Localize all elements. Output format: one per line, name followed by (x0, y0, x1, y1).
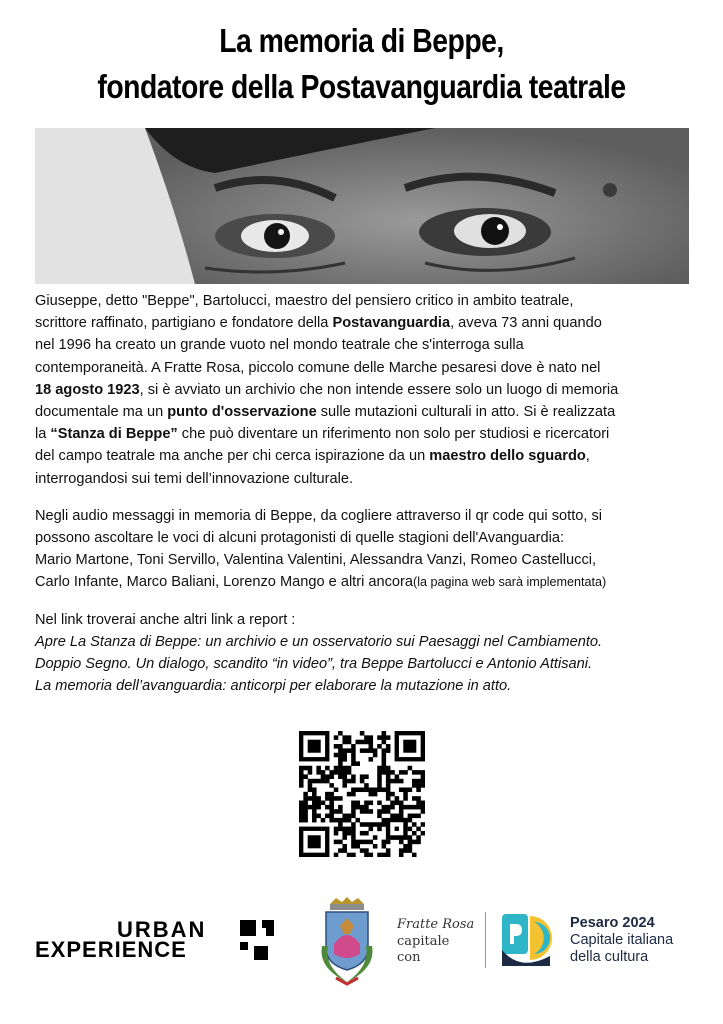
report-link[interactable]: Doppio Segno. Un dialogo, scandito “in video”, tra Beppe Bartolucci e Antonio Attisani. (35, 656, 593, 673)
pesaro-line-2: Capitale italiana (570, 932, 674, 948)
text-line: contemporaneità. A Fratte Rosa, piccolo comune delle Marche pesaresi dove è nato nel (35, 359, 601, 376)
qr-code-graphic (299, 731, 425, 857)
text-line: nel 1996 ha creato un grande vuoto nel mondo teatrale che s'interroga sulla (35, 337, 524, 354)
text-line: Negli audio messaggi in memoria di Beppe, da cogliere attraverso il qr code qui sotto, si (35, 507, 603, 524)
text-span: Carlo Infante, Marco Baliani, Lorenzo Mango e altri ancora (35, 574, 414, 591)
footer-logos (0, 890, 723, 990)
urban-logo-word-2: EXPERIENCE (35, 937, 187, 962)
text-line (35, 423, 707, 445)
title-line-1: La memoria di Beppe, (219, 22, 504, 59)
text-line: interrogandosi sui temi dell’innovazione culturale. (35, 470, 353, 487)
fratte-line-3: con (397, 950, 421, 965)
text-bold: punto d'osservazione (167, 404, 317, 421)
text-bold: maestro dello sguardo (429, 448, 586, 465)
urban-logo-word-1: URBAN (117, 917, 207, 942)
text-span: sulle mutazioni culturali in atto. Si è realizzata (316, 404, 616, 421)
title-line-2: fondatore della Postavanguardia teatrale (97, 68, 626, 105)
portrait-photo (35, 128, 689, 284)
text-span: scrittore raffinato, partigiano e fondatore della (35, 315, 333, 332)
text-span: , (585, 448, 590, 465)
report-link[interactable]: La memoria dell’avanguardia: anticorpi per elaborare la mutazione in atto. (35, 678, 512, 695)
text-line (35, 379, 707, 401)
text-line: Mario Martone, Toni Servillo, Valentina Valentini, Alessandra Vanzi, Romeo Castellucci, (35, 552, 597, 569)
text-bold: 18 agosto 1923 (35, 381, 140, 398)
text-line (35, 401, 707, 423)
text-line: Nel link troverai anche altri link a report : (35, 611, 296, 628)
pesaro-line-3: della cultura (570, 949, 649, 965)
paragraph-links (35, 609, 707, 698)
text-line: possono ascoltare le voci di alcuni protagonisti di quelle stagioni dell'Avanguardia: (35, 530, 565, 547)
pesaro-line-1: Pesaro 2024 (570, 915, 655, 931)
text-span: la (35, 426, 51, 443)
fratte-rosa-text (397, 917, 474, 967)
paragraph-audio (35, 505, 707, 594)
footer-divider (485, 912, 486, 968)
text-line: Giuseppe, detto "Beppe", Bartolucci, maestro del pensiero critico in ambito teatrale, (35, 293, 574, 309)
text-span: del campo teatrale ma anche per chi cerca ispirazione da un (35, 448, 430, 465)
text-line (35, 571, 707, 593)
qr-code[interactable] (299, 731, 425, 857)
urban-logo-mark-icon (240, 920, 280, 960)
article-body (35, 290, 707, 712)
fratte-rosa-crest-icon (314, 896, 380, 986)
text-bold: “Stanza di Beppe” (50, 426, 178, 443)
text-span: , aveva 73 anni quando (450, 315, 602, 332)
report-link[interactable]: Apre La Stanza di Beppe: un archivio e un osservatorio sui Paesaggi nel Cambiamento. (35, 633, 603, 650)
text-span: , si è avviato un archivio che non intende essere solo un luogo di memoria (139, 381, 619, 398)
page-title (51, 18, 673, 110)
fratte-line-1: Fratte Rosa (397, 917, 475, 932)
text-line (35, 445, 707, 467)
fratte-line-2: capitale (397, 933, 450, 949)
text-span: che può diventare un riferimento non solo per studiosi e ricercatori (177, 426, 610, 443)
text-line (35, 312, 707, 334)
text-note: (la pagina web sarà implementata) (413, 575, 607, 590)
text-bold: Postavanguardia (332, 315, 451, 332)
paragraph-intro (35, 290, 707, 490)
pesaro-2024-logo-icon (500, 910, 560, 970)
urban-experience-logo (35, 918, 285, 968)
text-span: documentale ma un (35, 404, 168, 421)
pesaro-2024-text (570, 915, 673, 966)
